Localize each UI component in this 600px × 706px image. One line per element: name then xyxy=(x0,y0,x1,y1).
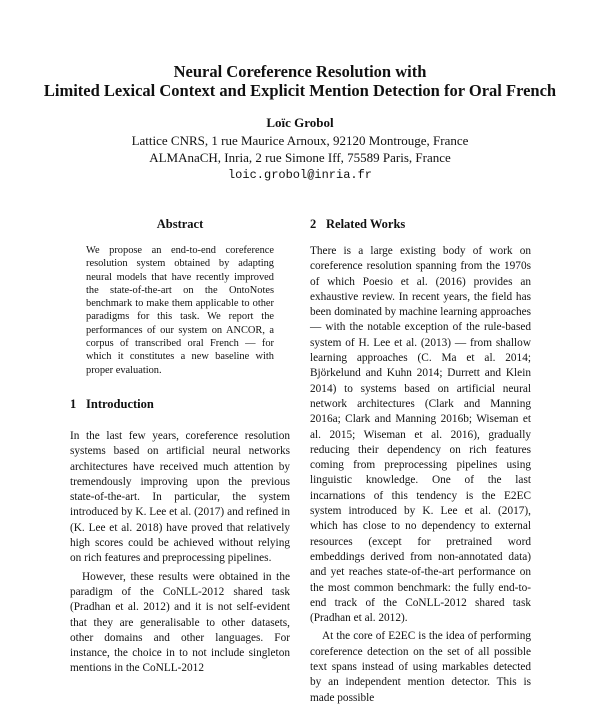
title-line-2: Limited Lexical Context and Explicit Mention Detection for Oral French xyxy=(43,81,557,100)
related-works-heading xyxy=(310,216,531,232)
related-works-number: 2 xyxy=(310,217,317,231)
title-line-1: Neural Coreference Resolution with xyxy=(173,62,427,81)
right-column xyxy=(310,210,531,706)
affiliation-2: ALMAnaCH, Inria, 2 rue Simone Iff, 75589 Paris, France xyxy=(149,150,451,165)
author-block xyxy=(0,114,600,184)
abstract-heading: Abstract xyxy=(156,217,204,231)
left-column xyxy=(70,210,290,677)
author-name: Loïc Grobol xyxy=(266,115,334,130)
related-works-title: Related Works xyxy=(326,217,406,231)
related-works-paragraph-2: At the core of E2EC is the idea of performing coreference detection on the set of all possible text spans instead of using markables detected by an independent mention detector. This is made possible xyxy=(310,630,531,704)
abstract-text: We propose an end-to-end coreference resolution system obtained by adapting neural models that have recently improved the state-of-the-art on the OntoNotes benchmark to make them applicable to other paradigms for this task. We report the performances of our system on ANCOR, a corpus of transcribed oral French — for which it constitutes a new baseline with proper evaluation. xyxy=(86,245,274,376)
related-works-paragraph-1: There is a large existing body of work on coreference resolution spanning from the 1970s of which Poesio et al. (2016) provides an exhaustive review. In recent years, the field has been dominated by machine learning approaches — with the notable exception of the rule-based system of H. Lee et al. (2013) — from shallow learning approaches (C. Ma et al. 2014; Björkelund and Kuhn 2014; Durrett and Klein 2014) to systems based on artificial neural network architectures (Clark and Manning 2016a; Clark and Manning 2016b; Wiseman et al. 2015; Wiseman et al. 2016), gradually reducing their dependency on rich features coming from preprocessing pipelines using linguistic knowledge. One of the last incarnations of this tendency is the E2EC system introduced by K. Lee et al. (2017), which has close to no dependency to external resources (except for pretrained word embeddings derived from non-annotated data) and yet reaches state-of-the-art performance on the most common benchmark: the fully end-to-end track of the CoNLL-2012 shared task (Pradhan et al. 2012). xyxy=(310,245,531,625)
introduction-heading xyxy=(70,396,290,412)
introduction-paragraph-2: However, these results were obtained in the paradigm of the CoNLL-2012 shared task (Pradhan et al. 2012) and it is not self-evident that they are generalisable to other datasets, other domains and other languages. For instance, the choice in to not include singleton mentions in the CoNLL-2012 xyxy=(70,570,290,675)
introduction-number: 1 xyxy=(70,396,77,411)
introduction-paragraph-1: In the last few years, coreference resolution systems based on artificial neural networks architectures have received much attention by tremendously improving upon the previous state-of-the-art. In particular, the system introduced by K. Lee et al. (2017) and refined in (K. Lee et al. 2018) have proved that relatively high scores could be achieved without relying on rich features and preprocessing pipelines. xyxy=(70,429,290,565)
paper-title xyxy=(0,62,600,100)
author-email[interactable]: loic.grobol@inria.fr xyxy=(227,167,373,182)
affiliation-1: Lattice CNRS, 1 rue Maurice Arnoux, 92120 Montrouge, France xyxy=(131,132,469,148)
introduction-title: Introduction xyxy=(86,396,154,411)
